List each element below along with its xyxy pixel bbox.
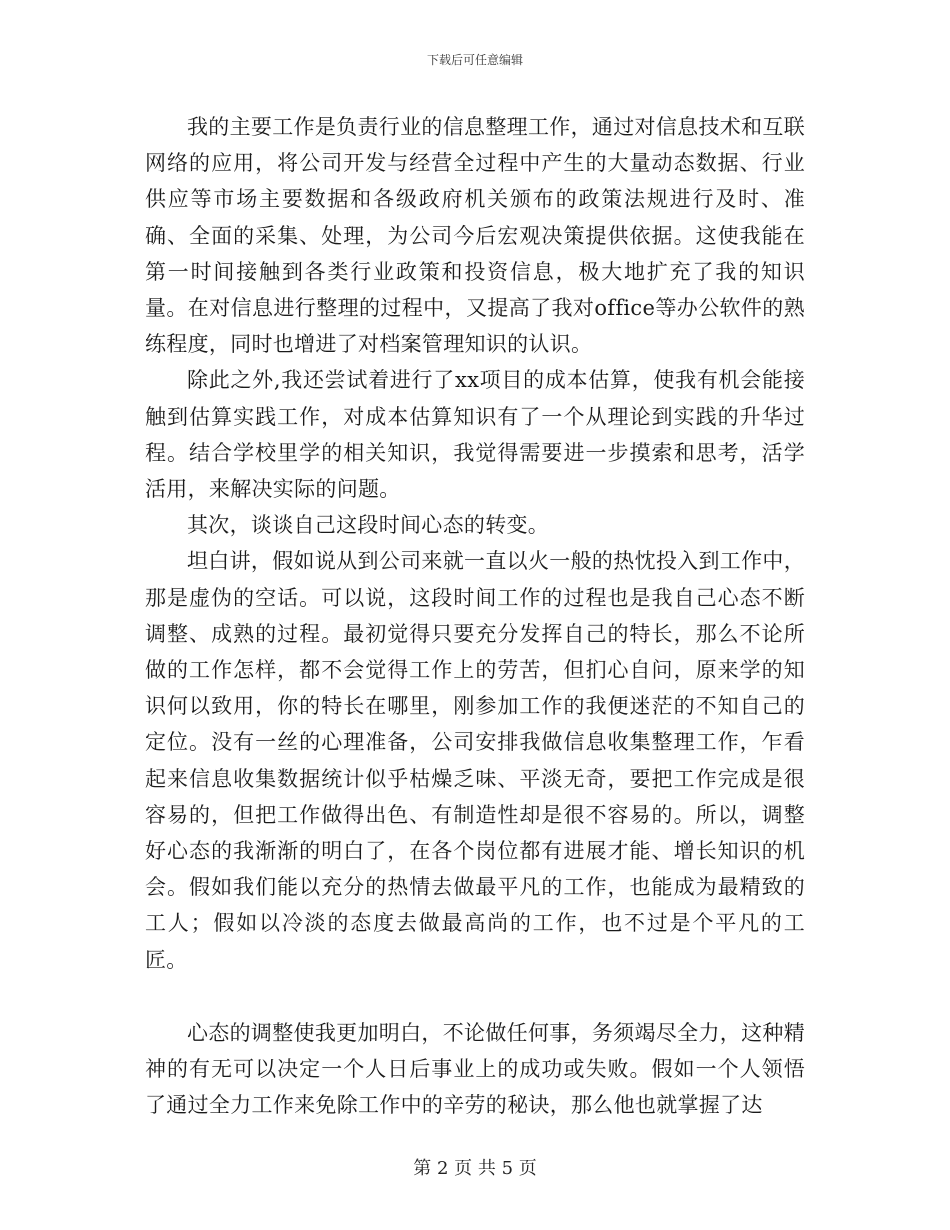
- page-header: 下载后可任意编辑: [426, 53, 523, 67]
- paragraph-spacer: [145, 978, 805, 1015]
- paragraph-mindset-intro: 其次，谈谈自己这段时间心态的转变。: [187, 513, 550, 538]
- paragraph-cost-estimation: 除此之外,我还尝试着进行了xx项目的成本估算，使我有机会能接触到估算实践工作，对成本估算知识有了一个从理论到实践的升华过程。结合学校里学的相关知识，我觉得需要进一步摸索和思考，活学活用，来解决实际的问题。: [145, 368, 805, 502]
- page-number: 第 2 页 共 5 页: [413, 1158, 537, 1179]
- paragraph-mindset-adjustment: 心态的调整使我更加明白，不论做任何事，务须竭尽全力，这种精神的有无可以决定一个人日后事业上的成功或失败。假如一个人领悟了通过全力工作来免除工作中的辛劳的秘诀，那么他也就掌握了达: [145, 1020, 805, 1118]
- paragraph-work-duties: 我的主要工作是负责行业的信息整理工作，通过对信息技术和互联网络的应用，将公司开发与经营全过程中产生的大量动态数据、行业供应等市场主要数据和各级政府机关颁布的政策法规进行及时、准确、全面的采集、处理，为公司今后宏观决策提供依据。这使我能在第一时间接触到各类行业政策和投资信息，极大地扩充了我的知识量。在对信息进行整理的过程中，又提高了我对office等办公软件的熟练程度，同时也增进了对档案管理知识的认识。: [145, 115, 805, 357]
- document-body: [145, 109, 805, 1123]
- paragraph-mindset-change: 坦白讲，假如说从到公司来就一直以火一般的热忱投入到工作中，那是虚伪的空话。可以说，这段时间工作的过程也是我自己心态不断调整、成熟的过程。最初觉得只要充分发挥自己的特长，那么不论所做的工作怎样，都不会觉得工作上的劳苦，但扪心自问，原来学的知识何以致用，你的特长在哪里，刚参加工作的我便迷茫的不知自己的定位。没有一丝的心理准备，公司安排我做信息收集整理工作，乍看起来信息收集数据统计似乎枯燥乏味、平淡无奇，要把工作完成是很容易的，但把工作做得出色、有制造性却是很不容易的。所以，调整好心态的我渐渐的明白了，在各个岗位都有进展才能、增长知识的机会。假如我们能以充分的热情去做最平凡的工作，也能成为最精致的工人；假如以冷淡的态度去做最高尚的工作，也不过是个平凡的工匠。: [145, 549, 805, 972]
